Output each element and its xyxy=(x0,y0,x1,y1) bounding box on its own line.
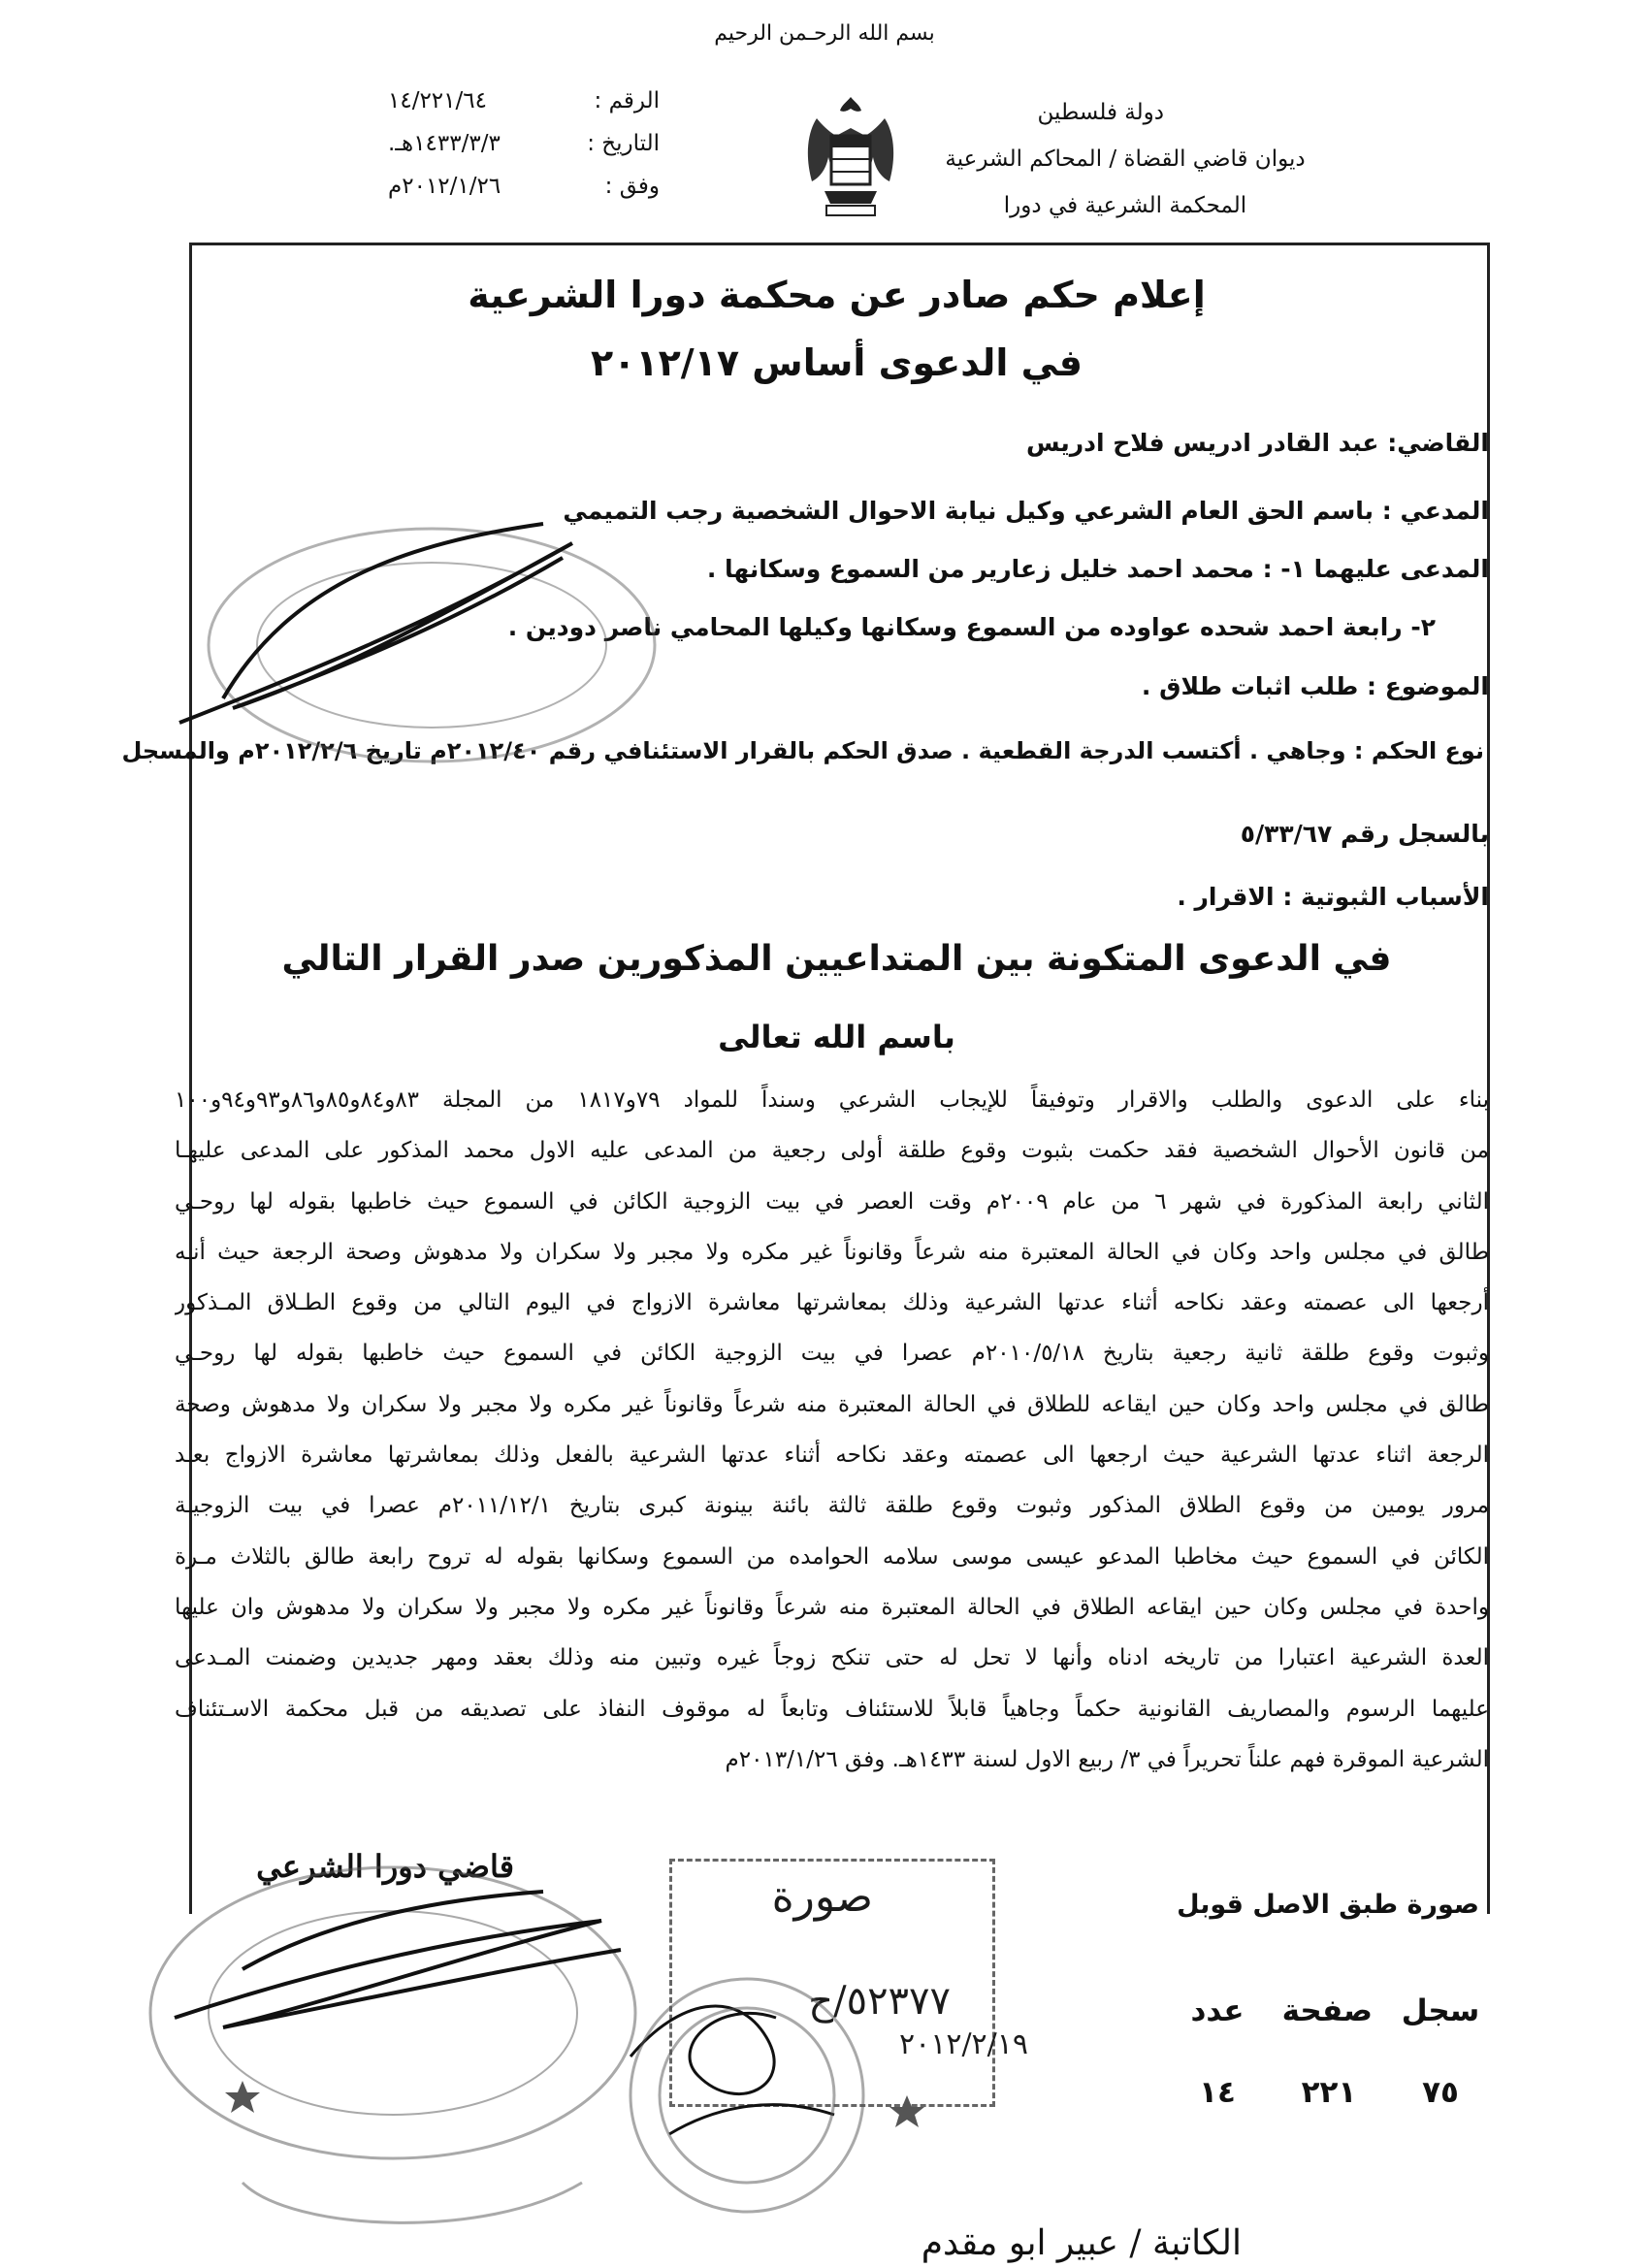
number-header-cell: عدد xyxy=(1190,1993,1245,2028)
defendant-2-field: ٢- رابعة احمد شحده عواوده من السموع وسكانها وكيلها المحامي ناصر دودين . xyxy=(507,613,1436,641)
body-line: واحدة في مجلس وكان حين ايقاعه الطلاق في الحالة المعتبرة منه شرعاً وقانوناً غير مكره ولا مجبر ولا سكران ولا مدهوش وان عليها xyxy=(175,1594,1489,1620)
certified-copy-label: صورة طبق الاصل قوبل xyxy=(1177,1890,1479,1920)
evidence-field: الأسباب الثبوتية : الاقرار . xyxy=(1177,883,1489,911)
office-name: ديوان قاضي القضاة / المحاكم الشرعية xyxy=(945,146,1306,172)
court-name: المحكمة الشرعية في دورا xyxy=(1003,193,1247,218)
decision-heading: في الدعوى المتكونة بين المتداعيين المذكورين صدر القرار التالي xyxy=(281,939,1392,979)
body-line: الكائن في السموع حيث مخاطبا المدعو عيسى موسى سلامه الحوامده من السموع وسكانها بقوله له تروح رابعة طالق بالثلاث مـرة xyxy=(175,1543,1489,1570)
upper-signature-icon xyxy=(179,524,572,723)
greg-label: وفق : xyxy=(604,174,660,199)
register-value-cell: ٧٥ xyxy=(1422,2075,1459,2110)
stamp-handwriting-number: ٥٢٣٧٧/ح xyxy=(808,1979,951,2024)
body-line: الشرعية الموقرة فهم علناً تحريراً في ٣/ ربيع الاول لسنة ١٤٣٣هـ. وفق ٢٠١٣/١/٢٦م xyxy=(725,1746,1489,1772)
basmala-header: بسم الله الرحـمن الرحيم xyxy=(714,21,935,46)
greg-value: ٢٠١٢/١/٢٦م xyxy=(388,174,501,199)
register-header-cell: سجل xyxy=(1401,1993,1480,2028)
body-line: طالق في مجلس واحد وكان حين ايقاعه للطلاق في الحالة المعتبرة منه شرعاً وقانوناً غير مكره ولا مجبر ولا سكران ولا مدهوش وصحة xyxy=(175,1391,1489,1417)
state-name: دولة فلسطين xyxy=(1037,100,1164,125)
body-line: الرجعة اثناء عدتها الشرعية حيث ارجعها الى عصمته وعقد نكاحه أثناء عدتها الشرعية بالفعل وذلك بمعاشرتها معاشرة الازواج بعـد xyxy=(175,1442,1489,1469)
defendant-1-field: المدعى عليهما ١- : محمد احمد خليل زعارير من السموع وسكانها . xyxy=(706,555,1489,583)
case-number: في الدعوى أساس ٢٠١٢/١٧ xyxy=(590,341,1083,384)
body-line: من قانون الأحوال الشخصية فقد حكمت بثبوت وقوع طلقة أولى رجعية من المدعى عليه الاول محمد المذكور على المدعى عليهـا xyxy=(175,1138,1489,1164)
lower-signature-icon xyxy=(175,1892,621,2027)
body-line: بناء على الدعوى والطلب والاقرار وتوفيقاً للإيجاب الشرعي وسنداً للمواد ٧٩و١٨١٧ من المجلة ٨٣و٨٤و٨٥و٨٦و٩٣و٩٤و١٠٠ xyxy=(175,1087,1489,1113)
body-line: طالق في مجلس واحد وكان في الحالة المعتبرة منه شرعاً وقانوناً غير مكره ولا مجبر ولا سكران ولا مدهوش وصحة الرجعة حيث أنـه xyxy=(175,1239,1489,1265)
body-line: مرور يومين من وقوع الطلاق المذكور وثبوت وقوع طلقة ثالثة بائنة بينونة كبرى بتاريخ ٢٠١١/١٢/١م عصرا في بيت الزوجيـة xyxy=(175,1493,1489,1519)
plaintiff-field: المدعي : باسم الحق العام الشرعي وكيل نيابة الاحوال الشخصية رجب التميمي xyxy=(563,497,1489,525)
body-line: عليهما الرسوم والمصاريف القانونية حكماً وجاهياً قابلاً للاستئناف وتابعاً له موقوف النفاذ على تصديقه من قبل محكمة الاسـتئناف xyxy=(175,1696,1489,1722)
body-line: وثبوت وقوع طلقة ثانية رجعية بتاريخ ٢٠١٠/٥/١٨م عصرا في بيت الزوجية الكائن في السموع حيث خاطبها بقوله لها روحـي xyxy=(175,1341,1489,1367)
document-title: إعلام حكم صادر عن محكمة دورا الشرعية xyxy=(468,274,1206,316)
date-value: ١٤٣٣/٣/٣هـ. xyxy=(388,131,501,156)
page-header-cell: صفحة xyxy=(1281,1993,1373,2028)
body-line: الثاني رابعة المذكورة في شهر ٦ من عام ٢٠٠٩م وقت العصر في بيت الزوجية الكائن في السموع حيث خاطبها بقوله لها روحـي xyxy=(175,1188,1489,1215)
stamp-handwriting-copy: صورة xyxy=(771,1872,873,1922)
star-icon xyxy=(225,2081,924,2127)
body-line: أرجعها الى عصمته وعقد نكاحه أثناء عدتها الشرعية وذلك بمعاشرتها معاشرة الازواج في اليوم التالي من وقوع الطـلاق المـذكور xyxy=(175,1290,1489,1316)
register-field: بالسجل رقم ٥/٣٣/٦٧ xyxy=(1240,820,1489,848)
judge-signature-title: قاضي دورا الشرعي xyxy=(256,1848,514,1885)
ruling-type-field: نوع الحكم : وجاهي . أكتسب الدرجة القطعية . صدق الحكم بالقرار الاستئنافي رقم ٢٠١٢/٤٠م تاريخ ٢٠١٢/٢/٦م والمسجل xyxy=(121,737,1484,764)
stamp-date: ٢٠١٢/٢/١٩ xyxy=(898,2027,1028,2061)
page-value-cell: ٢٢١ xyxy=(1301,2075,1357,2110)
ref-value: ١٤/٢٢١/٦٤ xyxy=(388,88,487,113)
date-label: التاريخ : xyxy=(587,131,660,156)
number-value-cell: ١٤ xyxy=(1199,2075,1236,2110)
bismillah-heading: باسم الله تعالى xyxy=(718,1019,955,1055)
body-line: العدة الشرعية اعتبارا من تاريخه ادناه وأنها لا تحل له حتى تنكح زوجاً غيره وتبين منه وذلك بعقد ومهر جديدين وضمنت المـدعى xyxy=(175,1645,1489,1671)
judge-field: القاضي: عبد القادر ادريس فلاح ادريس xyxy=(1026,429,1489,457)
lower-court-seal-icon xyxy=(150,1867,635,2222)
clerk-name: الكاتبة / عبير ابو مقدم xyxy=(921,2223,1242,2263)
subject-field: الموضوع : طلب اثبات طلاق . xyxy=(1141,672,1489,700)
upper-court-seal-icon xyxy=(209,529,655,761)
ref-label: الرقم : xyxy=(594,88,660,113)
